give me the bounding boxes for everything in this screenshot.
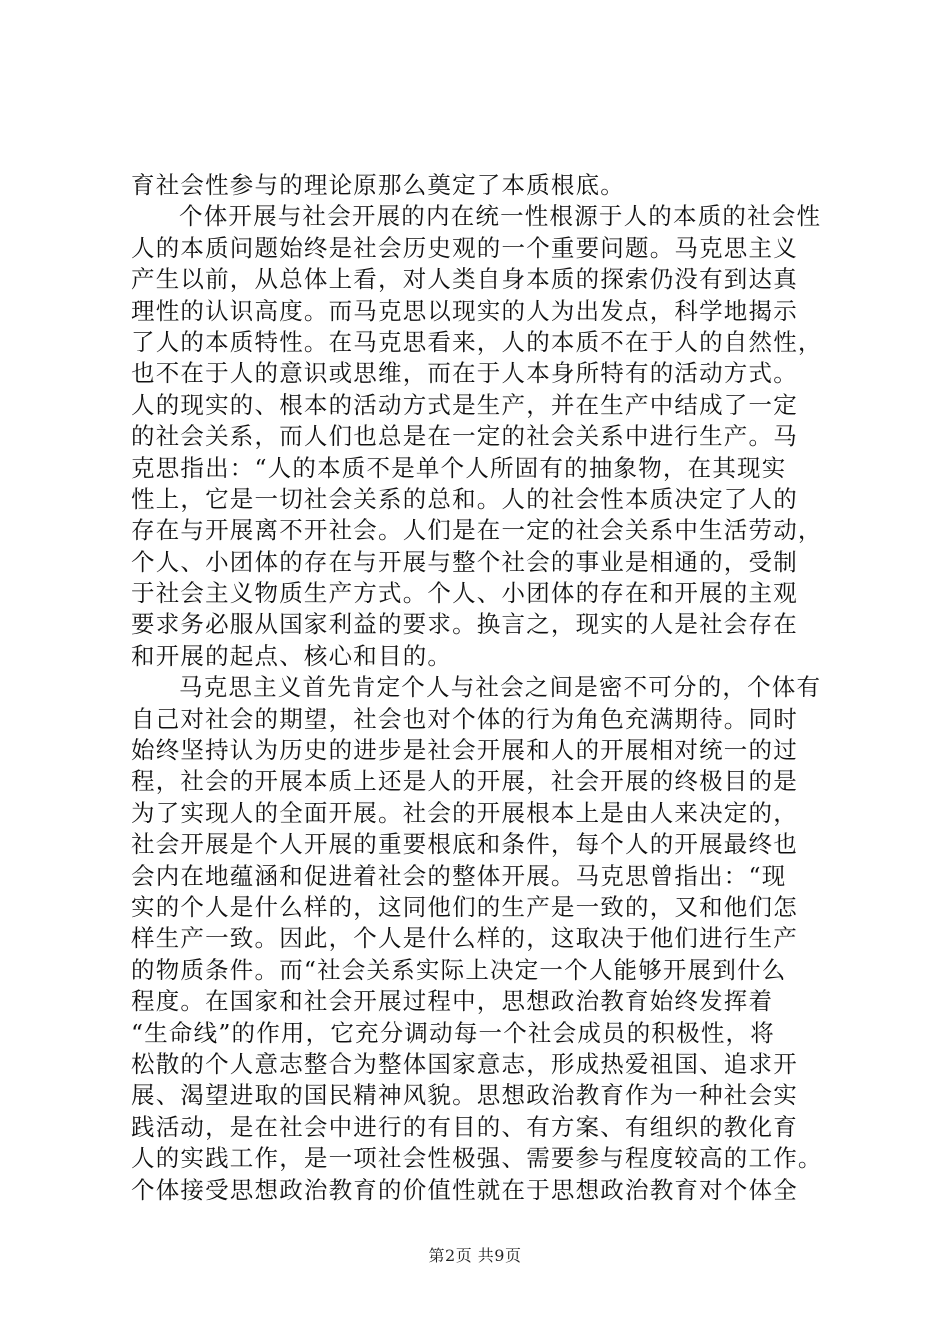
text-line: 克思指出：“人的本质不是单个人所固有的抽象物，在其现实 [131, 453, 787, 482]
text-line: 个人、小团体的存在与开展与整个社会的事业是相通的，受制 [131, 547, 798, 576]
text-line: 理性的认识高度。而马克思以现实的人为出发点，科学地揭示 [131, 296, 798, 325]
text-line: 要求务必服从国家利益的要求。换言之，现实的人是社会存在 [131, 610, 798, 639]
text-line: 人的现实的、根本的活动方式是生产，并在生产中结成了一定 [131, 390, 798, 419]
document-body [131, 170, 831, 1206]
text-line: 的社会关系，而人们也总是在一定的社会关系中进行生产。马 [131, 422, 798, 451]
text-line: 人的本质问题始终是社会历史观的一个重要问题。马克思主义 [131, 233, 798, 262]
text-line: 自己对社会的期望，社会也对个体的行为角色充满期待。同时 [131, 704, 798, 733]
text-line: 性上，它是一切社会关系的总和。人的社会性本质决定了人的 [131, 484, 798, 513]
page-footer: 第2页 共9页 [428, 1246, 522, 1265]
text-line: 产生以前，从总体上看，对人类自身本质的探索仍没有到达真 [131, 265, 798, 294]
text-line: 样生产一致。因此，个人是什么样的，这取决于他们进行生产 [131, 924, 798, 953]
text-line: 个体开展与社会开展的内在统一性根源于人的本质的社会性 [179, 202, 822, 231]
text-line: “生命线”的作用，它充分调动每一个社会成员的积极性，将 [131, 1018, 775, 1047]
text-line: 实的个人是什么样的，这同他们的生产是一致的，又和他们怎 [131, 892, 798, 921]
text-line: 始终坚持认为历史的进步是社会开展和人的开展相对统一的过 [131, 736, 798, 765]
text-line: 马克思主义首先肯定个人与社会之间是密不可分的，个体有 [179, 673, 822, 702]
text-line: 和开展的起点、核心和目的。 [131, 641, 453, 670]
text-line: 的物质条件。而“社会关系实际上决定一个人能够开展到什么 [131, 955, 787, 984]
text-line: 会内在地蕴涵和促进着社会的整体开展。马克思曾指出：“现 [131, 861, 787, 890]
text-line: 个体接受思想政治教育的价值性就在于思想政治教育对个体全 [131, 1175, 798, 1204]
text-line: 了人的本质特性。在马克思看来，人的本质不在于人的自然性， [131, 327, 823, 356]
text-line: 于社会主义物质生产方式。个人、小团体的存在和开展的主观 [131, 579, 798, 608]
text-line: 程，社会的开展本质上还是人的开展，社会开展的终极目的是 [131, 767, 798, 796]
text-line: 存在与开展离不开社会。人们是在一定的社会关系中生活劳动， [131, 516, 823, 545]
text-line: 松散的个人意志整合为整体国家意志，形成热爱祖国、追求开 [131, 1049, 798, 1078]
text-line: 展、渴望进取的国民精神风貌。思想政治教育作为一种社会实 [131, 1081, 798, 1110]
text-line: 践活动，是在社会中进行的有目的、有方案、有组织的教化育 [131, 1112, 798, 1141]
text-line: 人的实践工作，是一项社会性极强、需要参与程度较高的工作。 [131, 1144, 823, 1173]
text-line: 也不在于人的意识或思维，而在于人本身所特有的活动方式。 [131, 359, 798, 388]
text-line: 为了实现人的全面开展。社会的开展根本上是由人来决定的， [131, 798, 798, 827]
text-line: 育社会性参与的理论原那么奠定了本质根底。 [131, 171, 625, 199]
text-line: 社会开展是个人开展的重要根底和条件，每个人的开展最终也 [131, 830, 798, 859]
text-line: 程度。在国家和社会开展过程中，思想政治教育始终发挥着 [131, 987, 774, 1016]
